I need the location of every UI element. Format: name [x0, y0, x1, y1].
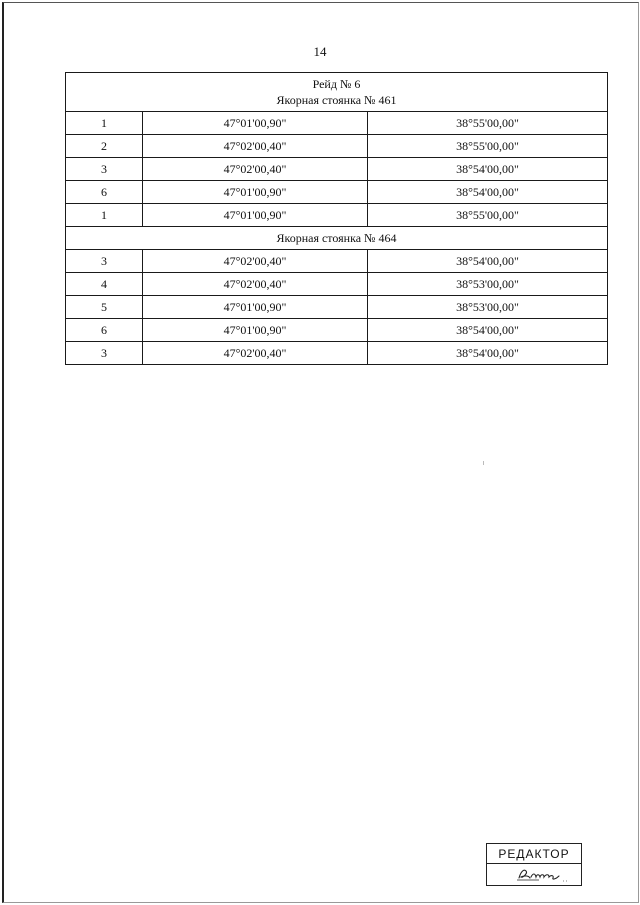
longitude-cell: 38°55'00,00" [368, 112, 608, 135]
coordinates-table [65, 72, 608, 365]
point-number: 3 [66, 158, 143, 181]
table-row [66, 135, 608, 158]
anchorage-461-title: Якорная стоянка № 461 [276, 93, 397, 107]
latitude-cell: 47°01'00,90" [143, 112, 368, 135]
point-number: 6 [66, 319, 143, 342]
longitude-cell: 38°55'00,00" [368, 135, 608, 158]
latitude-cell: 47°01'00,90" [143, 296, 368, 319]
editor-stamp-title: РЕДАКТОР [487, 847, 581, 864]
table-row [66, 342, 608, 365]
table-row [66, 112, 608, 135]
latitude-cell: 47°01'00,90" [143, 319, 368, 342]
table-header-cell [66, 73, 608, 112]
point-number: 1 [66, 204, 143, 227]
latitude-cell: 47°02'00,40" [143, 273, 368, 296]
scan-artifact [483, 461, 484, 465]
longitude-cell: 38°54'00,00" [368, 181, 608, 204]
anchorage-464-title: Якорная стоянка № 464 [66, 227, 608, 250]
longitude-cell: 38°55'00,00" [368, 204, 608, 227]
point-number: 6 [66, 181, 143, 204]
longitude-cell: 38°53'00,00" [368, 273, 608, 296]
roadstead-title: Рейд № 6 [312, 77, 361, 91]
point-number: 4 [66, 273, 143, 296]
longitude-cell: 38°53'00,00" [368, 296, 608, 319]
table-row [66, 204, 608, 227]
latitude-cell: 47°01'00,90" [143, 204, 368, 227]
point-number: 3 [66, 342, 143, 365]
point-number: 5 [66, 296, 143, 319]
page-number: 14 [313, 44, 327, 59]
latitude-cell: 47°01'00,90" [143, 181, 368, 204]
longitude-cell: 38°54'00,00" [368, 158, 608, 181]
table-row [66, 319, 608, 342]
longitude-cell: 38°54'00,00" [368, 250, 608, 273]
table-row [66, 273, 608, 296]
table-row [66, 296, 608, 319]
table-row [66, 181, 608, 204]
latitude-cell: 47°02'00,40" [143, 342, 368, 365]
latitude-cell: 47°02'00,40" [143, 135, 368, 158]
table-header-row [66, 73, 608, 112]
longitude-cell: 38°54'00,00" [368, 319, 608, 342]
editor-signature [515, 865, 575, 883]
latitude-cell: 47°02'00,40" [143, 250, 368, 273]
table-row [66, 158, 608, 181]
point-number: 1 [66, 112, 143, 135]
point-number: 2 [66, 135, 143, 158]
latitude-cell: 47°02'00,40" [143, 158, 368, 181]
table-row [66, 250, 608, 273]
longitude-cell: 38°54'00,00" [368, 342, 608, 365]
point-number: 3 [66, 250, 143, 273]
editor-stamp [486, 843, 582, 886]
section-header-row [66, 227, 608, 250]
